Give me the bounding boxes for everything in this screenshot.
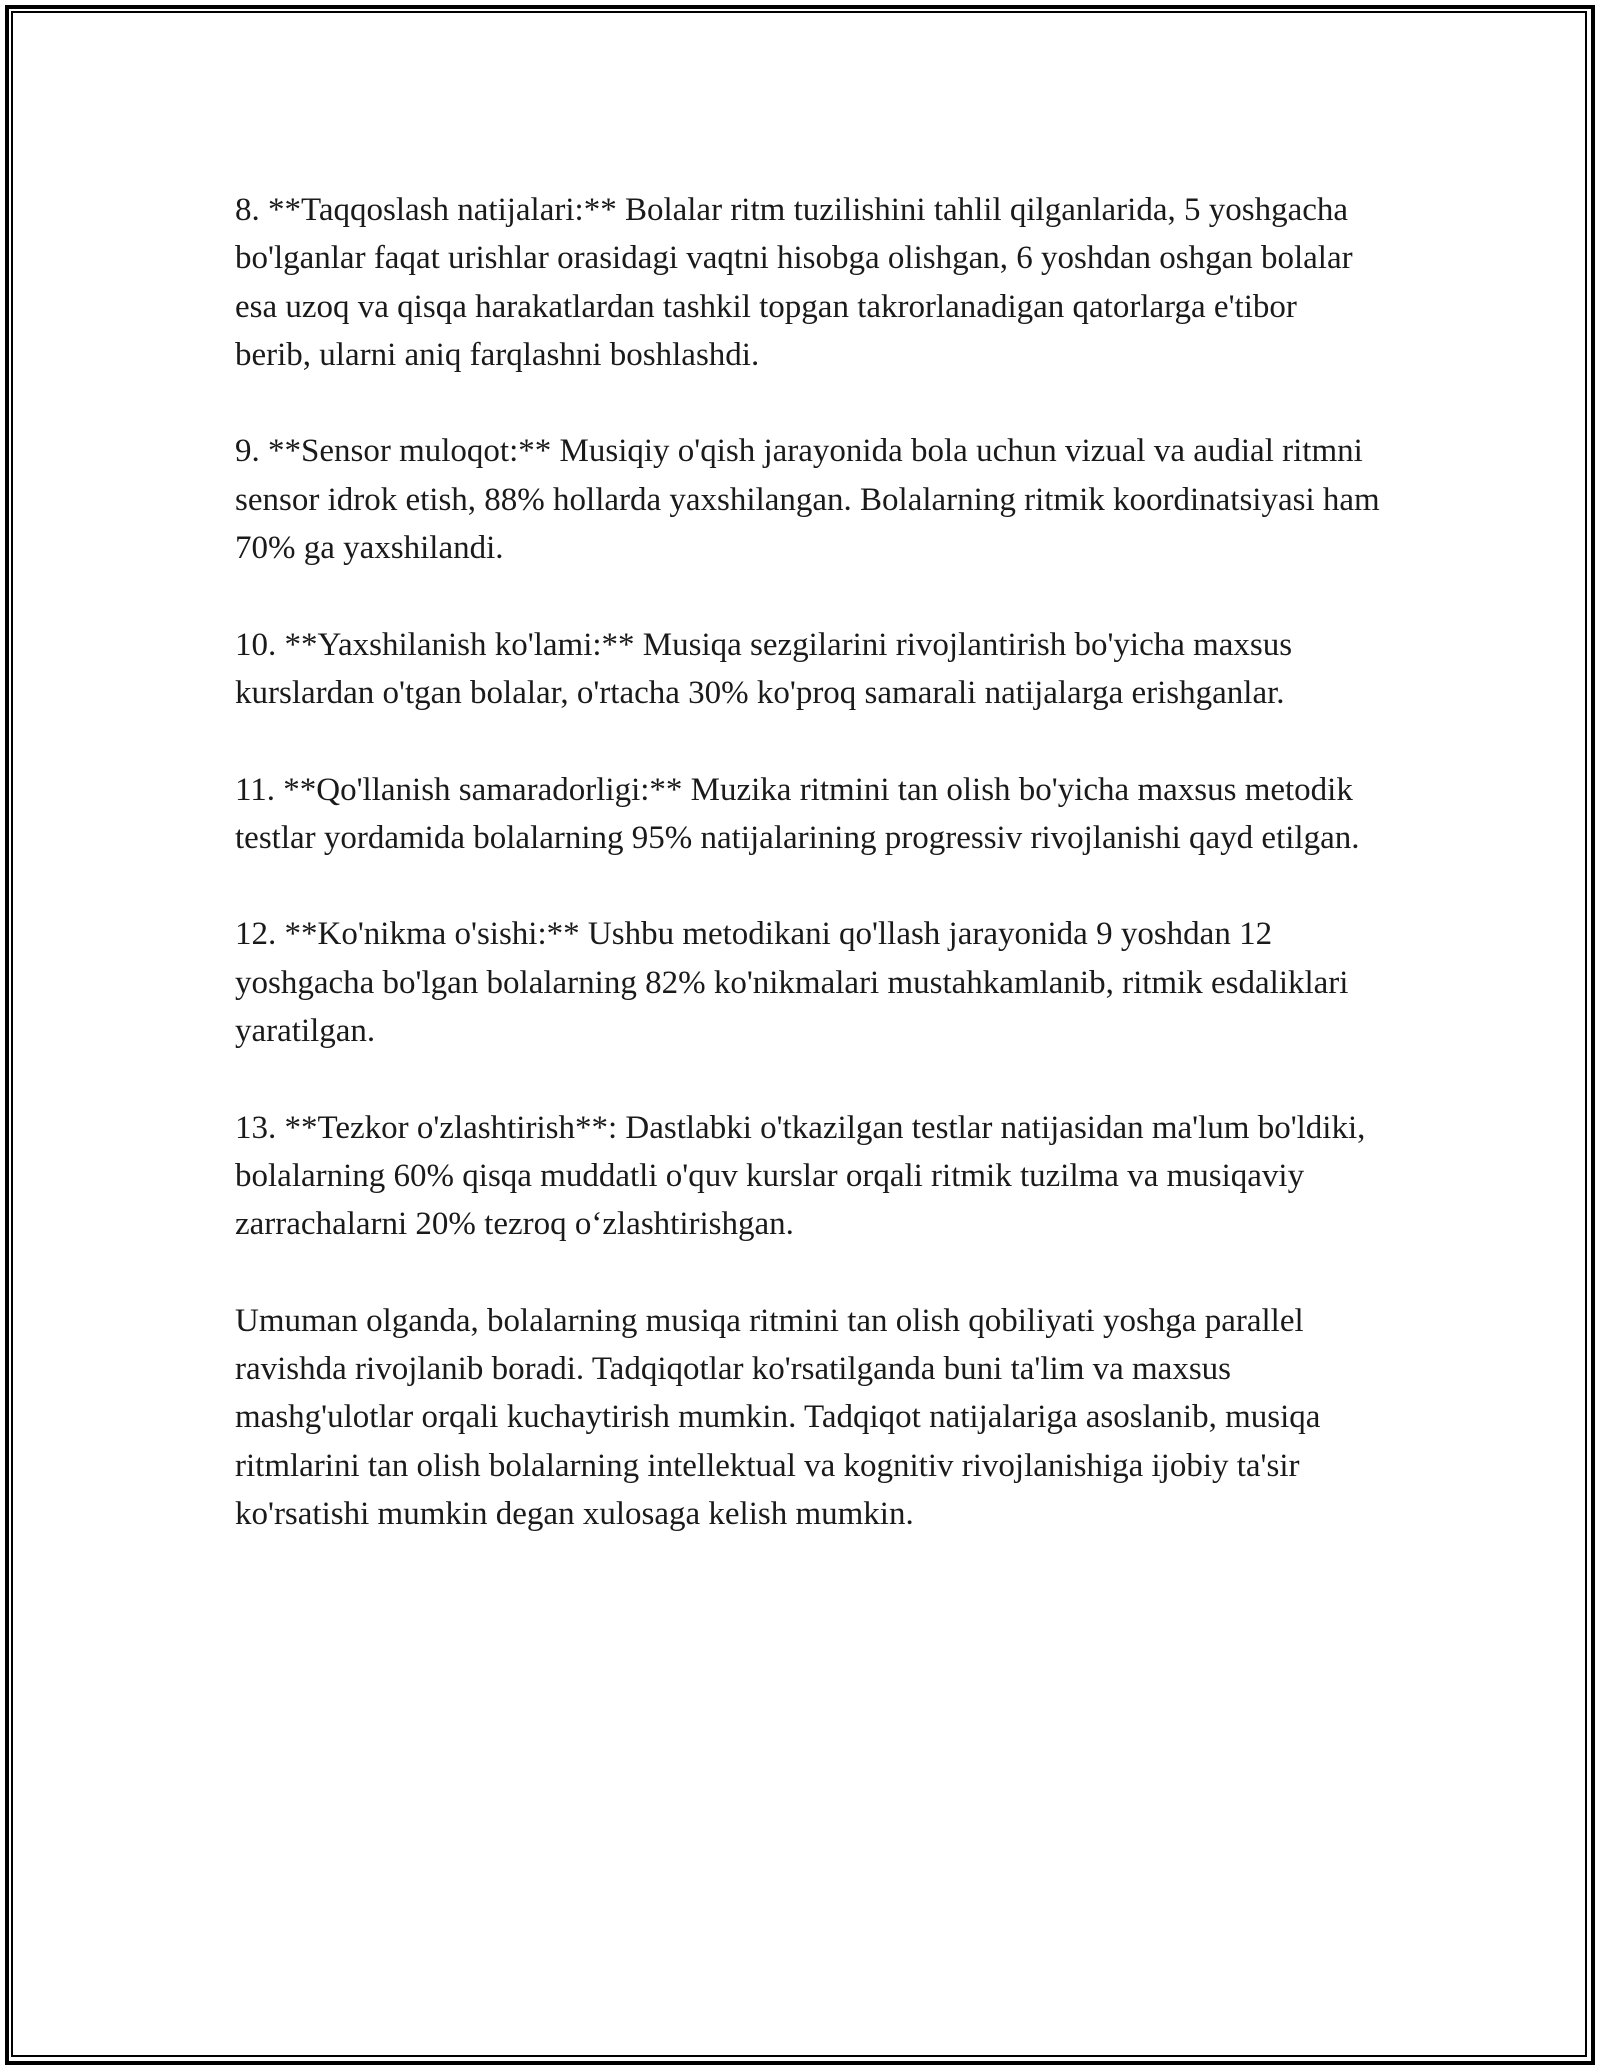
paragraph-item-13: 13. **Tezkor o'zlashtirish**: Dastlabki o'tkazilgan testlar natijasidan ma'lum bo'ldiki, bolalarning 60% qisqa muddatli o'quv kurslar orqali ritmik tuzilma va musiqaviy zarrachalarni 20% tezroq o‘zlashtirishgan. xyxy=(235,1109,1366,1243)
paragraph-item-11: 11. **Qo'llanish samaradorligi:** Muzika ritmini tan olish bo'yicha maxsus metodik testlar yordamida bolalarning 95% natijalarining progressiv rivojlanishi qayd etilgan. xyxy=(235,771,1360,856)
paragraph-item-8: 8. **Taqqoslash natijalari:** Bolalar ritm tuzilishini tahlil qilganlarida, 5 yoshgacha bo'lganlar faqat urishlar orasidagi vaqtni hisobga olishgan, 6 yoshdan oshgan bolalar esa uzoq va qisqa harakatlardan tashkil topgan takrorlanadigan qatorlarga e'tibor berib, ularni aniq farqlashni boshlashdi. xyxy=(235,192,1353,373)
paragraph-item-9: 9. **Sensor muloqot:** Musiqiy o'qish jarayonida bola uchun vizual va audial ritmni sensor idrok etish, 88% hollarda yaxshilangan. Bolalarning ritmik koordinatsiyasi ham 70% ga yaxshilandi. xyxy=(235,433,1380,567)
paragraph-item-12: 12. **Ko'nikma o'sishi:** Ushbu metodikani qo'llash jarayonida 9 yoshdan 12 yoshgacha bo'lgan bolalarning 82% ko'nikmalari mustahkamlanib, ritmik esdaliklari yaratilgan. xyxy=(235,916,1349,1050)
conclusion-paragraph: Umuman olganda, bolalarning musiqa ritmini tan olish qobiliyati yoshga parallel ravishda rivojlanib boradi. Tadqiqotlar ko'rsatilganda buni ta'lim va maxsus mashg'ulotlar orqali kuchaytirish mumkin. Tadqiqot natijalariga asoslanib, musiqa ritmlarini tan olish bolalarning intellektual va kognitiv rivojlanishiga ijobiy ta'sir ko'rsatishi mumkin degan xulosaga kelish mumkin. xyxy=(235,1302,1321,1533)
document-body xyxy=(235,186,1380,1538)
paragraph-item-10: 10. **Yaxshilanish ko'lami:** Musiqa sezgilarini rivojlantirish bo'yicha maxsus kurslardan o'tgan bolalar, o'rtacha 30% ko'proq samarali natijalarga erishganlar. xyxy=(235,626,1293,711)
